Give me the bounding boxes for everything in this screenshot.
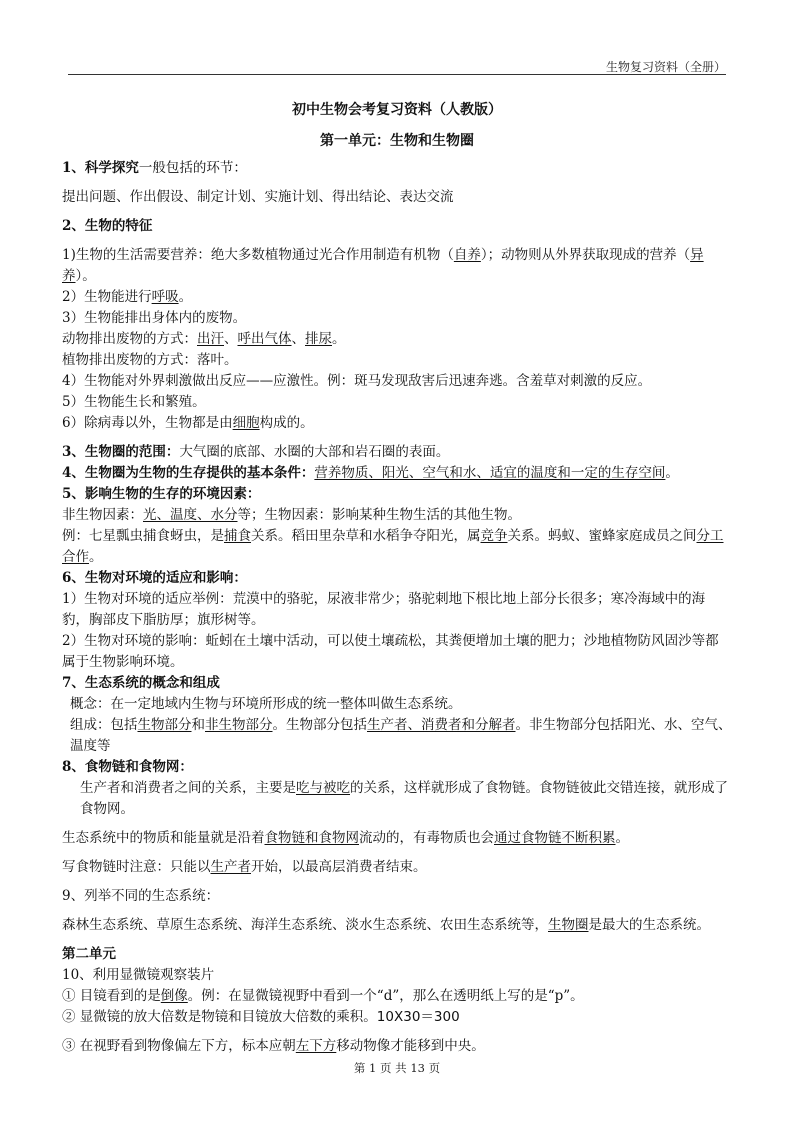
header-divider: [68, 74, 726, 75]
section-9-heading: 9、列举不同的生态系统：: [62, 888, 220, 904]
section-5-line-2: [62, 526, 732, 568]
term-predation: 捕食: [224, 528, 251, 544]
section-2-heading: 2、生物的特征: [62, 218, 153, 234]
section-7-heading: 7、生态系统的概念和组成: [62, 675, 220, 691]
section-8-line-2: [62, 828, 732, 849]
text: 6）除病毒以外，生物都是由: [62, 415, 233, 431]
section-1-key: 科学探究: [84, 160, 139, 176]
text: 2）生物能进行: [62, 289, 152, 305]
document-body: [62, 100, 732, 1057]
text: 构成的。: [259, 415, 314, 431]
text: 森林生态系统、草原生态系统、海洋生态系统、淡水生态系统、农田生态系统等，: [62, 917, 548, 933]
section-5-heading: 5、影响生物的生存的环境因素：: [62, 486, 261, 502]
text: 是最大的生态系统。: [588, 917, 710, 933]
term-producer: 生产者: [210, 859, 251, 875]
term-food-chain-and-web: 食物链和食物网: [264, 830, 359, 846]
microscope-item-3: [62, 1036, 732, 1057]
section-5-line-1: [62, 505, 732, 526]
text: 的关系，这样就形成了食物链。食物链彼此交错连接，就形成了食物网。: [80, 780, 728, 817]
document-title: 初中生物会考复习资料（人教版）: [292, 102, 502, 118]
section-9-line-1: [62, 915, 732, 936]
section-4: [62, 463, 732, 484]
term-bioaccumulation: 通过食物链不断积累: [494, 830, 616, 846]
term-exhale: 呼出气体: [237, 331, 292, 347]
text: 生产者和消费者之间的关系，主要是: [80, 780, 296, 796]
section-4-heading: 4、生物圈为生物的生存提供的基本条件：: [62, 465, 315, 481]
text: 、: [291, 331, 305, 347]
section-1-heading: [62, 158, 732, 179]
section-1-number: 1、: [62, 160, 85, 176]
unit-1-title: 第一单元：生物和生物圈: [320, 133, 474, 149]
microscope-item-1: [62, 986, 732, 1007]
section-1-body: 提出问题、作出假设、制定计划、实施计划、得出结论、表达交流: [62, 189, 454, 205]
section-7-line-2: [62, 715, 732, 757]
text: 。: [332, 331, 346, 347]
section-3-heading: 3、生物圈的范围：: [62, 444, 180, 460]
text: 。例：在显微镜视野中看到一个“d”，那么在透明纸上写的是“p”。: [187, 988, 584, 1004]
text: 。: [665, 465, 679, 481]
section-2-line-6: 4）生物能对外界刺激做出反应——应激性。例：斑马发现敌害后迅速奔逃。含羞草对刺激的反应。: [62, 373, 652, 389]
text: 。非生物部分包括阳光、水、空气、温度等: [70, 717, 732, 754]
section-2-line-1: [62, 245, 732, 287]
term-abiotic-factors: 光、温度、水分: [143, 507, 238, 523]
text: ）。: [75, 268, 96, 284]
section-2-line-8: [62, 413, 732, 434]
text: 等；生物因素：影响某种生物生活的其他生物。: [237, 507, 521, 523]
section-3: [62, 442, 732, 463]
text: 组成：包括: [70, 717, 138, 733]
section-4-body: 营养物质、阳光、空气和水、适宜的温度和一定的生存空间: [314, 465, 666, 481]
text: ）；动物则从外界获取现成的营养（: [480, 247, 691, 263]
running-header: 生物复习资料（全册）: [605, 60, 726, 74]
section-2-line-7: 5）生物能生长和繁殖。: [62, 394, 206, 410]
section-2-line-3: 3）生物能排出身体内的废物。: [62, 310, 247, 326]
text: 流动的，有毒物质也会: [359, 830, 494, 846]
section-2-line-2: [62, 287, 732, 308]
term-producers-consumers-decomposers: 生产者、消费者和分解者: [367, 717, 516, 733]
section-6-heading: 6、生物对环境的适应和影响：: [62, 570, 247, 586]
section-8-line-3: [62, 857, 732, 878]
text: 例：七星瓢虫捕食蚜虫，是: [62, 528, 224, 544]
term-sweat: 出汗: [197, 331, 224, 347]
section-1-tail: 一般包括的环节：: [138, 160, 247, 176]
section-2-line-5: 植物排出废物的方式：落叶。: [62, 352, 238, 368]
unit-2-heading: 第二单元: [62, 946, 116, 962]
text: ① 目镜看到的是: [62, 988, 161, 1004]
term-respiration: 呼吸: [151, 289, 179, 305]
term-autotroph: 自养: [453, 247, 481, 263]
text: 、: [224, 331, 238, 347]
section-10-heading: 10、利用显微镜观察装片: [62, 967, 215, 983]
page-number-footer: 第 1 页 共 13 页: [353, 1061, 441, 1075]
text: 非生物因素：: [62, 507, 143, 523]
section-2-line-4: [62, 329, 732, 350]
text: 。生物部分包括: [272, 717, 367, 733]
term-eat-and-eaten: 吃与被吃: [296, 780, 350, 796]
section-8-line-1: [62, 778, 732, 820]
term-biosphere: 生物圈: [548, 917, 589, 933]
term-abiotic-part: 非生物部分: [205, 717, 273, 733]
term-urinate: 排尿: [305, 331, 332, 347]
magnification-example: 10X30＝300: [376, 1009, 460, 1025]
microscope-item-2: [62, 1007, 732, 1028]
text: ② 显微镜的放大倍数是物镜和目镜放大倍数的乘积。: [62, 1009, 377, 1025]
text: 关系。蚂蚁、蜜蜂家庭成员之间: [507, 528, 697, 544]
text: 1)生物的生活需要营养：绝大多数植物通过光合作用制造有机物（: [62, 247, 454, 263]
section-6-line-2: 2）生物对环境的影响：蚯蚓在土壤中活动，可以使土壤疏松，其粪便增加土壤的肥力；沙地植物防风固沙等都属于生物影响环境。: [62, 633, 719, 670]
text: 。: [89, 549, 103, 565]
section-3-body: 大气圈的底部、水圈的大部和岩石圈的表面。: [179, 444, 450, 460]
text: 关系。稻田里杂草和水稻争夺阳光，属: [251, 528, 481, 544]
text: 。: [178, 289, 193, 305]
text: 写食物链时注意：只能以: [62, 859, 211, 875]
term-cell: 细胞: [232, 415, 260, 431]
term-inverted-image: 倒像: [160, 988, 188, 1004]
term-biotic-part: 生物部分: [137, 717, 192, 733]
text: 动物排出废物的方式：: [62, 331, 197, 347]
term-lower-left: 左下方: [295, 1038, 337, 1054]
text: 和: [191, 717, 205, 733]
term-heterotroph: 异养: [62, 247, 704, 284]
section-6-line-1: 1）生物对环境的适应举例：荒漠中的骆驼，尿液非常少；骆驼刺地下根比地上部分长很多；寒冷海域中的海豹，胸部皮下脂肪厚；旗形树等。: [62, 591, 706, 628]
term-competition: 竞争: [480, 528, 508, 544]
section-7-line-1: 概念：在一定地域内生物与环境所形成的统一整体叫做生态系统。: [70, 696, 462, 712]
text: 生态系统中的物质和能量就是沿着: [62, 830, 265, 846]
text: 开始，以最高层消费者结束。: [251, 859, 427, 875]
text: ③ 在视野看到物像偏左下方，标本应朝: [62, 1038, 296, 1054]
term-cooperation: 分工合作: [62, 528, 724, 565]
section-8-heading: 8、食物链和食物网：: [62, 759, 193, 775]
text: 移动物像才能移到中央。: [336, 1038, 485, 1054]
text: 。: [615, 830, 629, 846]
